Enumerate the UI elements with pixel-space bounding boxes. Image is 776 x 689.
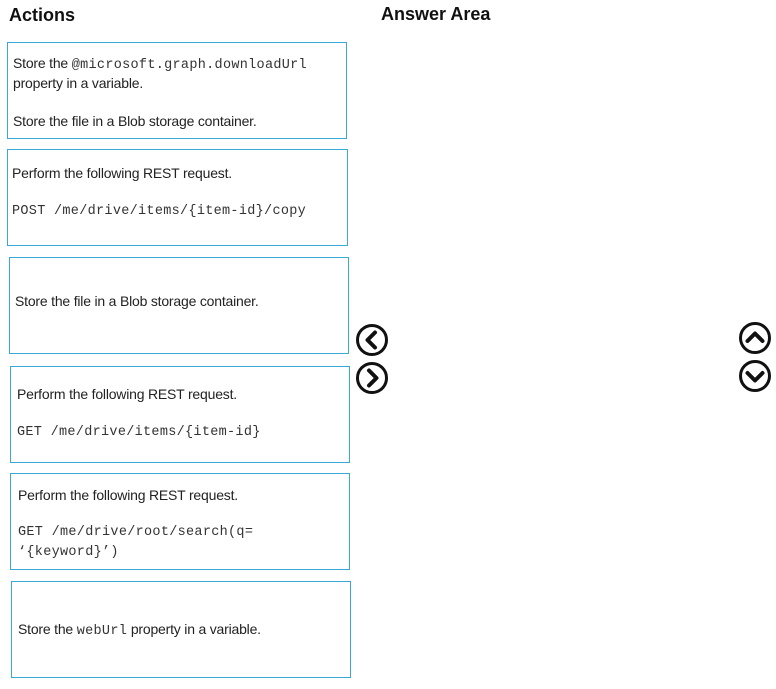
answer-area-heading: Answer Area (381, 4, 491, 24)
chevron-up-circle-icon (738, 321, 772, 355)
action-card-get-item[interactable] (10, 366, 350, 463)
action-card-code: POST /me/drive/items/{item-id}/copy (12, 204, 307, 219)
move-up-button[interactable] (738, 321, 772, 355)
action-card-text: Perform the following REST request. (12, 165, 232, 181)
action-card-store-blob[interactable] (9, 257, 349, 354)
action-card-code: ‘{keyword}’) (18, 545, 119, 560)
action-card-search[interactable] (10, 473, 350, 570)
answer-area-drop-zone[interactable] (381, 40, 721, 680)
action-card-text: Perform the following REST request. (17, 386, 237, 402)
action-card-text: Store the (18, 621, 77, 637)
action-card-code: @microsoft.graph.downloadUrl (71, 58, 307, 73)
action-card-text: Store the file in a Blob storage container. (13, 113, 257, 129)
action-card-text: Store the file in a Blob storage container. (15, 293, 259, 309)
action-card-text: Perform the following REST request. (18, 487, 238, 503)
action-card-text: property in a variable. (127, 621, 261, 637)
action-card-post-copy[interactable] (7, 149, 348, 246)
action-card-text: Store the (13, 55, 72, 71)
action-card-line (18, 619, 261, 642)
action-card-code: webUrl (76, 624, 128, 639)
action-card-store-web-url[interactable] (11, 581, 351, 678)
action-card-store-download-url[interactable] (7, 42, 347, 139)
chevron-down-circle-icon (738, 359, 772, 393)
action-card-text: property in a variable. (13, 75, 144, 91)
actions-heading: Actions (9, 5, 76, 25)
move-down-button[interactable] (738, 359, 772, 393)
action-card-code: GET /me/drive/items/{item-id} (17, 425, 261, 440)
action-card-code: GET /me/drive/root/search(q= (18, 525, 254, 540)
